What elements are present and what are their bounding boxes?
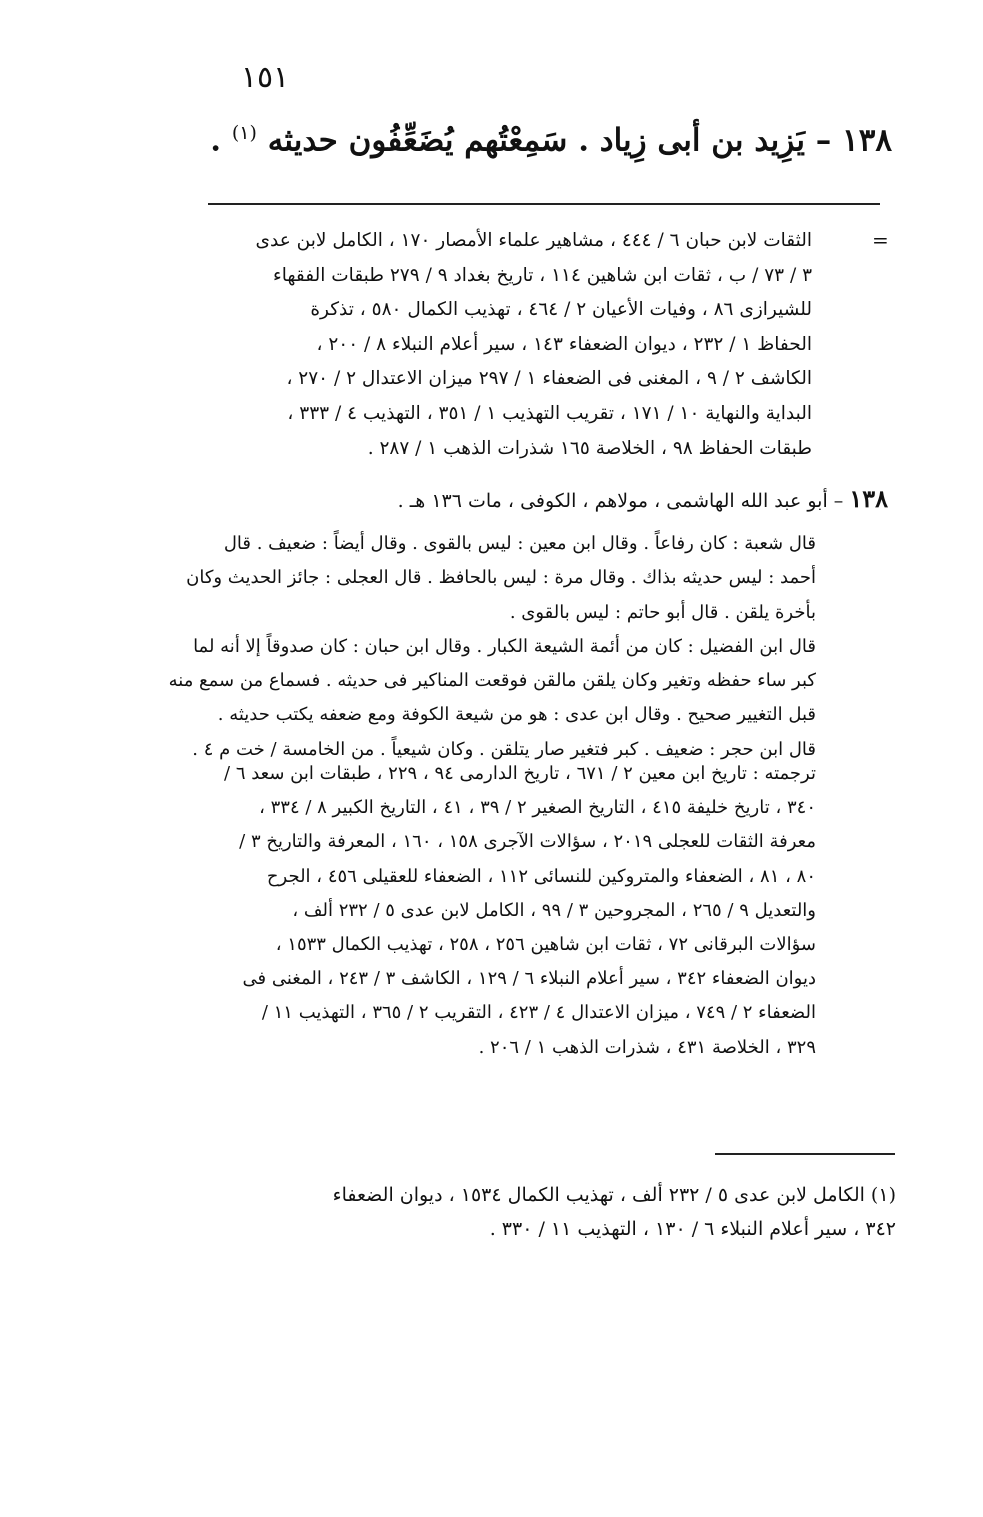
text-line: سؤالات البرقانى ٧٢ ، ثقات ابن شاهين ٢٥٦ ، ٢٥٨ ، تهذيب الكمال ١٥٣٣ ، (275, 934, 816, 956)
text-line: الكاشف ٢ / ٩ ، المغنى فى الضعفاء ١ / ٢٩٧ ميزان الاعتدال ٢ / ٢٧٠ ، (286, 368, 812, 390)
text-line: ٣٢٩ ، الخلاصة ٤٣١ ، شذرات الذهب ١ / ٢٠٦ . (478, 1036, 816, 1058)
biography-text: أبو عبد الله الهاشمى ، مولاهم ، الكوفى ، مات ١٣٦ هـ . (397, 490, 828, 512)
text-line: البداية والنهاية ١٠ / ١٧١ ، تقريب التهذيب ١ / ٣٥١ ، التهذيب ٤ / ٣٣٣ ، (287, 402, 812, 424)
continuation-references (196, 224, 812, 466)
footnote-reference: (١) (231, 122, 257, 144)
text-line: الثقات لابن حبان ٦ / ٤٤٤ ، مشاهير علماء الأمصار ١٧٠ ، الكامل لابن عدى (255, 230, 812, 251)
text-line: ترجمته : تاريخ ابن معين ٢ / ٦٧١ ، تاريخ الدارمى ٩٤ ، ٢٢٩ ، طبقات ابن سعد ٦ / (224, 763, 816, 784)
entry-end: . (210, 122, 222, 159)
text-line: ٨٠ ، ٨١ ، الضعفاء والمتروكين للنسائى ١١٢ ، الضعفاء للعقيلى ٤٥٦ ، الجرح (266, 865, 816, 887)
page-number: ١٥١ (240, 60, 290, 95)
biography-heading (340, 484, 888, 513)
text-line: الضعفاء ٢ / ٧٤٩ ، ميزان الاعتدال ٤ / ٤٢٣ ، التقريب ٢ / ٣٦٥ ، التهذيب ١١ / (261, 1002, 816, 1024)
text-line: قال ابن حجر : ضعيف . كبر فتغير صار يتلقن . وكان شيعياً . من الخامسة / خت م ٤ . (192, 738, 816, 760)
text-line: كبر ساء حفظه وتغير وكان يلقن مالقن فوقعت المناكير فى حديثه . فسماع من سمع منه (168, 670, 816, 692)
text-line: ديوان الضعفاء ٣٤٢ ، سير أعلام النبلاء ٦ / ١٢٩ ، الكاشف ٣ / ٢٤٣ ، المغنى فى (242, 968, 816, 990)
top-divider (208, 203, 880, 205)
entry-number: ١٣٨ (842, 122, 892, 159)
footnote-divider (715, 1153, 895, 1155)
entry-dash: – (815, 122, 832, 159)
entry-heading (210, 122, 892, 159)
text-line: للشيرازى ٨٦ ، وفيات الأعيان ٢ / ٤٦٤ ، تهذيب الكمال ٥٨٠ ، تذكرة (310, 299, 812, 321)
text-line: طبقات الحفاظ ٩٨ ، الخلاصة ١٦٥ شذرات الذهب ١ / ٢٨٧ . (367, 437, 812, 459)
text-line: والتعديل ٩ / ٢٦٥ ، المجروحين ٣ / ٩٩ ، الكامل لابن عدى ٥ / ٢٣٢ ألف ، (292, 899, 816, 921)
text-line: قبل التغيير صحيح . وقال ابن عدى : هو من شيعة الكوفة ومع ضعفه يكتب حديثه . (217, 704, 816, 726)
biography-sources (196, 757, 816, 1065)
biography-dash: – (833, 490, 844, 512)
text-line: معرفة الثقات للعجلى ٢٠١٩ ، سؤالات الآجرى ١٥٨ ، ١٦٠ ، المعرفة والتاريخ ٣ / (239, 831, 816, 853)
text-line: أحمد : ليس حديثه بذاك . وقال مرة : ليس بالحافظ . قال العجلى : جائز الحديث وكان (186, 567, 816, 589)
footnote (206, 1178, 896, 1246)
critics-quotes (168, 527, 816, 767)
text-line: ٣٤٠ ، تاريخ خليفة ٤١٥ ، التاريخ الصغير ٢ / ٣٩ ، ٤١ ، التاريخ الكبير ٨ / ٣٣٤ ، (259, 797, 816, 819)
text-line: ٣٤٢ ، سير أعلام النبلاء ٦ / ١٣٠ ، التهذيب ١١ / ٣٣٠ . (489, 1218, 896, 1240)
text-line: (١) الكامل لابن عدى ٥ / ٢٣٢ ألف ، تهذيب الكمال ١٥٣٤ ، ديوان الضعفاء (332, 1184, 896, 1206)
text-line: قال ابن الفضيل : كان من أئمة الشيعة الكبار . وقال ابن حبان : كان صدوقاً إلا أنه لما (193, 635, 816, 657)
text-line: قال شعبة : كان رفاعاً . وقال ابن معين : ليس بالقوى . وقال أيضاً : ضعيف . قال (223, 533, 816, 554)
text-line: بأخرة يلقن . قال أبو حاتم : ليس بالقوى . (509, 601, 816, 623)
text-line: الحفاظ ١ / ٢٣٢ ، ديوان الضعفاء ١٤٣ ، سير أعلام النبلاء ٨ / ٢٠٠ ، (316, 333, 812, 355)
text-line: ٣ / ٧٣ / ب ، ثقات ابن شاهين ١١٤ ، تاريخ بغداد ٩ / ٢٧٩ طبقات الفقهاء (273, 264, 812, 286)
continuation-mark: = (872, 228, 889, 252)
entry-title: يَزِيد بن أبى زِياد . سَمِعْتُهم يُضَعِّفُون حديثه (267, 122, 805, 159)
biography-number: ١٣٨ (849, 484, 888, 513)
